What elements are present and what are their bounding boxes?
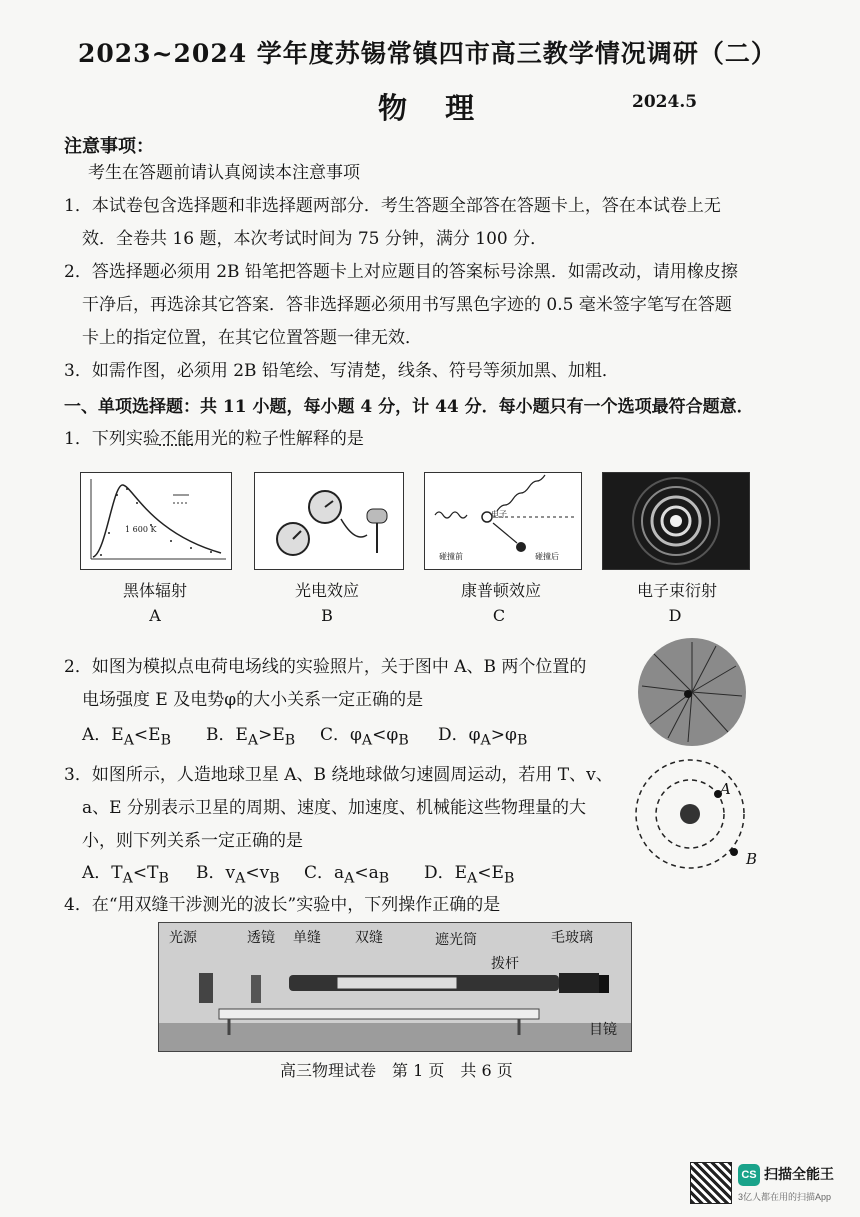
label-eyepiece: 目镜 (589, 1022, 617, 1038)
scanner-tagline: 3亿人都在用的扫描App (738, 1192, 832, 1202)
q2-opt-b-sub-b: B (284, 732, 296, 749)
option-d-label: D (668, 606, 682, 625)
q3-opt-a-sub-b: B (158, 870, 169, 887)
caption-compton: 康普顿效应 (460, 581, 541, 600)
notice-heading: 注意事项： (64, 136, 154, 157)
q3-opt-c-sub-b: B (378, 870, 390, 887)
caption-blackbody: 黑体辐射 (122, 581, 187, 600)
q2-opt-d-sub-b: B (516, 732, 528, 749)
question-2-line-1: 2．如图为模拟点电荷电场线的实验照片，关于图中 A、B 两个位置的 (64, 657, 587, 677)
question-4-stem: 4．在“用双缝干涉测光的波长”实验中，下列操作正确的是 (64, 895, 501, 915)
question-2-line-2: 电场强度 E 及电势φ的大小关系一定正确的是 (82, 690, 424, 710)
q2-opt-d-rel: >φ (490, 725, 517, 745)
satellite-b-label: B (746, 850, 758, 868)
option-a-label: A (149, 606, 161, 625)
figure-photoelectric (254, 472, 404, 570)
notice-item-3: 3．如需作图，必须用 2B 铅笔绘、写清楚，线条、符号等须加黑、加粗． (64, 361, 619, 381)
q2-opt-c-rel: <φ (372, 725, 399, 745)
q2-opt-d-sub-a: A (480, 732, 491, 749)
q3-opt-c-sub-a: A (344, 870, 355, 887)
caption-electron-diffraction: 电子束衍射 (636, 581, 717, 600)
question-2-option-c (320, 724, 409, 751)
compton-before-label: 碰撞前 (439, 552, 463, 561)
notice-item-1-line-1: 1．本试卷包含选择题和非选择题两部分．考生答题全部答在答题卡上，答在本试卷上无 (64, 196, 721, 216)
question-3-line-2: a、E 分别表示卫星的周期、速度、加速度、机械能这些物理量的大 (82, 798, 586, 818)
q2-opt-c-sub-a: A (361, 732, 373, 749)
subject-title: 物 理 (378, 91, 489, 125)
q2-opt-a-rel: <E (133, 725, 161, 745)
q2-opt-a-pre: A．E (82, 725, 124, 745)
diffraction-rings-graphic (603, 473, 749, 569)
q2-opt-c-pre: C．φ (320, 725, 362, 745)
section-1-heading: 一、单项选择题：共 11 小题，每小题 4 分，计 44 分．每小题只有一个选项最符合题意． (64, 397, 754, 417)
notice-item-2-line-3: 卡上的指定位置，在其它位置答题一律无效． (82, 328, 422, 348)
q2-opt-a-sub-a: A (123, 732, 134, 749)
option-b-label: B (321, 606, 333, 625)
q3-opt-b-pre: B．v (196, 863, 236, 883)
figure-electron-diffraction (602, 472, 750, 570)
q3-opt-b-sub-b: B (269, 870, 280, 887)
double-slit-apparatus-photo (158, 922, 632, 1052)
q2-opt-b-pre: B．E (206, 725, 248, 745)
label-light-source: 光源 (169, 930, 197, 946)
page-footer: 高三物理试卷 第 1 页 共 6 页 (280, 1061, 513, 1080)
notice-item-1-line-2: 效．全卷共 16 题，本次考试时间为 75 分钟，满分 100 分． (82, 229, 548, 249)
q2-opt-b-sub-a: A (247, 732, 259, 749)
blackbody-curve-graphic (81, 473, 231, 569)
photoelectric-graphic (255, 473, 403, 569)
q3-opt-c-var: a (368, 863, 379, 883)
figure-compton (424, 472, 582, 570)
label-frosted-glass: 毛玻璃 (551, 930, 593, 946)
label-lens: 透镜 (247, 930, 275, 946)
caption-photoelectric: 光电效应 (294, 581, 359, 600)
q3-opt-c-rel: < (354, 863, 369, 883)
question-2-option-b (206, 724, 295, 751)
q1-stem-emphasis: 不能 (159, 429, 194, 449)
q1-stem-c: 用光的粒子性解释的是 (193, 429, 364, 449)
q2-opt-c-sub-b: B (398, 732, 409, 749)
q2-opt-b-rel: >E (258, 725, 285, 745)
label-lever: 拨杆 (491, 956, 519, 972)
label-single-slit: 单缝 (293, 930, 321, 946)
qr-code-icon (690, 1162, 732, 1204)
question-3-option-d (424, 862, 514, 889)
notice-item-2-line-2: 干净后，再选涂其它答案．答非选择题必须用书写黑色字迹的 0.5 毫米签字笔写在答题 (82, 295, 732, 315)
camscanner-logo-icon: CS (738, 1164, 760, 1186)
label-light-tube: 遮光筒 (435, 932, 477, 948)
question-3-option-b (196, 862, 280, 889)
question-3-line-3: 小，则下列关系一定正确的是 (82, 831, 303, 851)
question-3-option-a (82, 862, 169, 889)
notice-intro: 考生在答题前请认真阅读本注意事项 (88, 163, 360, 183)
q3-opt-d-sub-a: A (467, 870, 478, 887)
compton-after-label: 碰撞后 (535, 552, 559, 561)
q3-opt-b-var: v (259, 863, 270, 883)
q3-opt-d-var: E (491, 863, 504, 883)
q3-opt-a-rel: < (132, 863, 148, 883)
satellite-orbits-diagram (632, 756, 754, 878)
q3-opt-b-sub-a: A (235, 870, 246, 887)
blackbody-temperature: 1 600 K (125, 525, 157, 534)
q2-opt-a-sub-b: B (160, 732, 171, 749)
label-double-slit: 双缝 (355, 930, 383, 946)
q3-opt-c-pre: C．a (304, 863, 345, 883)
q2-opt-d-pre: D．φ (438, 725, 481, 745)
q1-stem-a: 1．下列实验 (64, 429, 160, 449)
exam-title: 2023~2024 学年度苏锡常镇四市高三教学情况调研（二） (78, 39, 777, 68)
notice-item-2-line-1: 2．答选择题必须用 2B 铅笔把答题卡上对应题目的答案标号涂黑．如需改动，请用橡皮擦 (64, 262, 738, 282)
q3-opt-d-sub-b: B (503, 870, 515, 887)
q3-opt-a-var: T (147, 863, 159, 883)
q3-opt-d-rel: < (477, 863, 492, 883)
question-2-option-d (438, 724, 527, 751)
exam-date: 2024.5 (632, 92, 698, 112)
q3-opt-d-pre: D．E (424, 863, 468, 883)
question-3-line-1: 3．如图所示，人造地球卫星 A、B 绕地球做匀速圆周运动，若用 T、v、 (64, 765, 613, 785)
figure-blackbody (80, 472, 232, 570)
q3-opt-b-rel: < (245, 863, 260, 883)
question-1-stem (64, 428, 364, 450)
compton-electron-label: 电子 (491, 510, 507, 519)
question-3-option-c (304, 862, 389, 889)
question-2-option-a (82, 724, 171, 751)
scanner-watermark (690, 1158, 855, 1208)
electric-field-photo (636, 636, 748, 748)
scanner-app-name: 扫描全能王 (764, 1166, 834, 1182)
option-c-label: C (492, 606, 506, 625)
q3-opt-a-pre: A．T (82, 863, 123, 883)
satellite-a-label: A (720, 780, 731, 798)
q3-opt-a-sub-a: A (122, 870, 133, 887)
